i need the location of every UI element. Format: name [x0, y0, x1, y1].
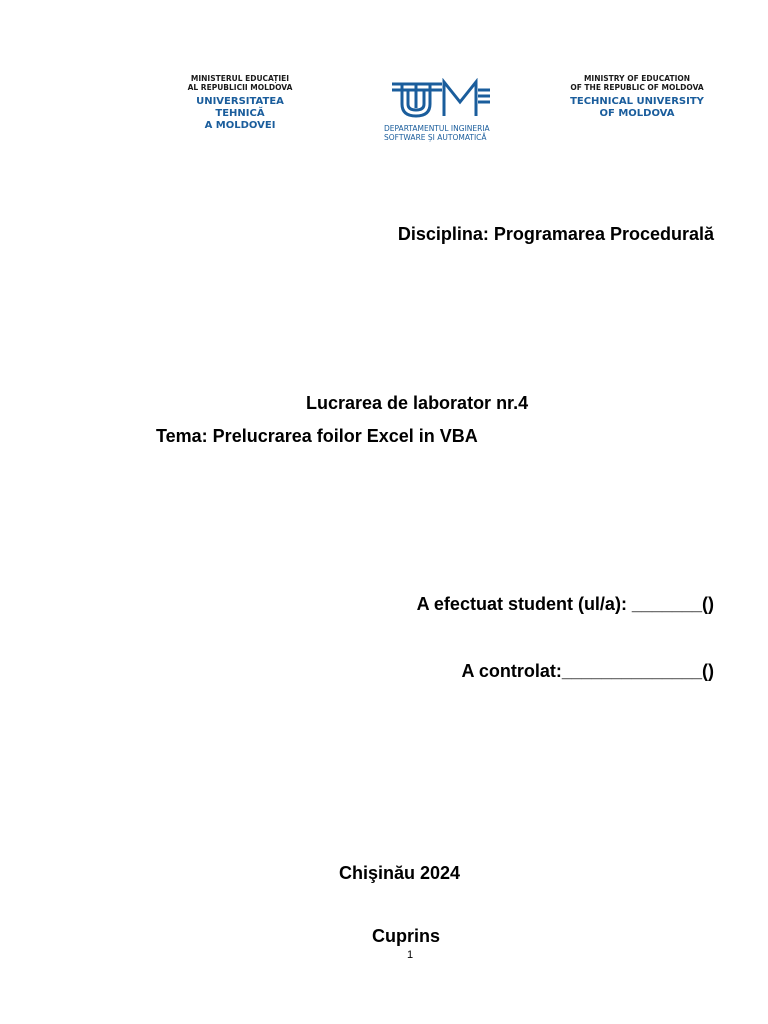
ministry-ro-line1: MINISTERUL EDUCAȚIEI	[190, 74, 290, 83]
topic-title: Tema: Prelucrarea foilor Excel in VBA	[156, 426, 478, 446]
department-line2: SOFTWARE ȘI AUTOMATICĂ	[384, 133, 487, 142]
university-en-line1: TECHNICAL UNIVERSITY	[570, 96, 704, 107]
checked-by-line: A controlat:______________()	[461, 661, 714, 681]
utm-logo	[384, 78, 500, 146]
ministry-en-line1: MINISTRY OF EDUCATION	[583, 74, 691, 83]
university-en-line2: OF MOLDOVA	[599, 108, 675, 119]
discipline-title: Disciplina: Programarea Procedurală	[397, 224, 714, 244]
university-ro-line2: A MOLDOVEI	[204, 120, 276, 131]
city-year: Chişinău 2024	[339, 863, 461, 883]
ministry-en-line2: OF THE REPUBLIC OF MOLDOVA	[570, 83, 704, 92]
ministry-ro-line2: AL REPUBLICII MOLDOVA	[187, 83, 293, 92]
header-left-block	[170, 74, 310, 132]
contents-heading: Cuprins	[372, 926, 441, 946]
lab-title: Lucrarea de laborator nr.4	[306, 393, 529, 413]
header-right-block	[566, 74, 708, 120]
utm-logo-icon	[390, 78, 494, 122]
page-number: 1	[407, 949, 414, 961]
performed-by-line: A efectuat student (ul/a): _______()	[416, 594, 714, 614]
university-ro-line1: UNIVERSITATEA TEHNICĂ	[196, 96, 284, 119]
department-line1: DEPARTAMENTUL INGINERIA	[384, 124, 490, 133]
